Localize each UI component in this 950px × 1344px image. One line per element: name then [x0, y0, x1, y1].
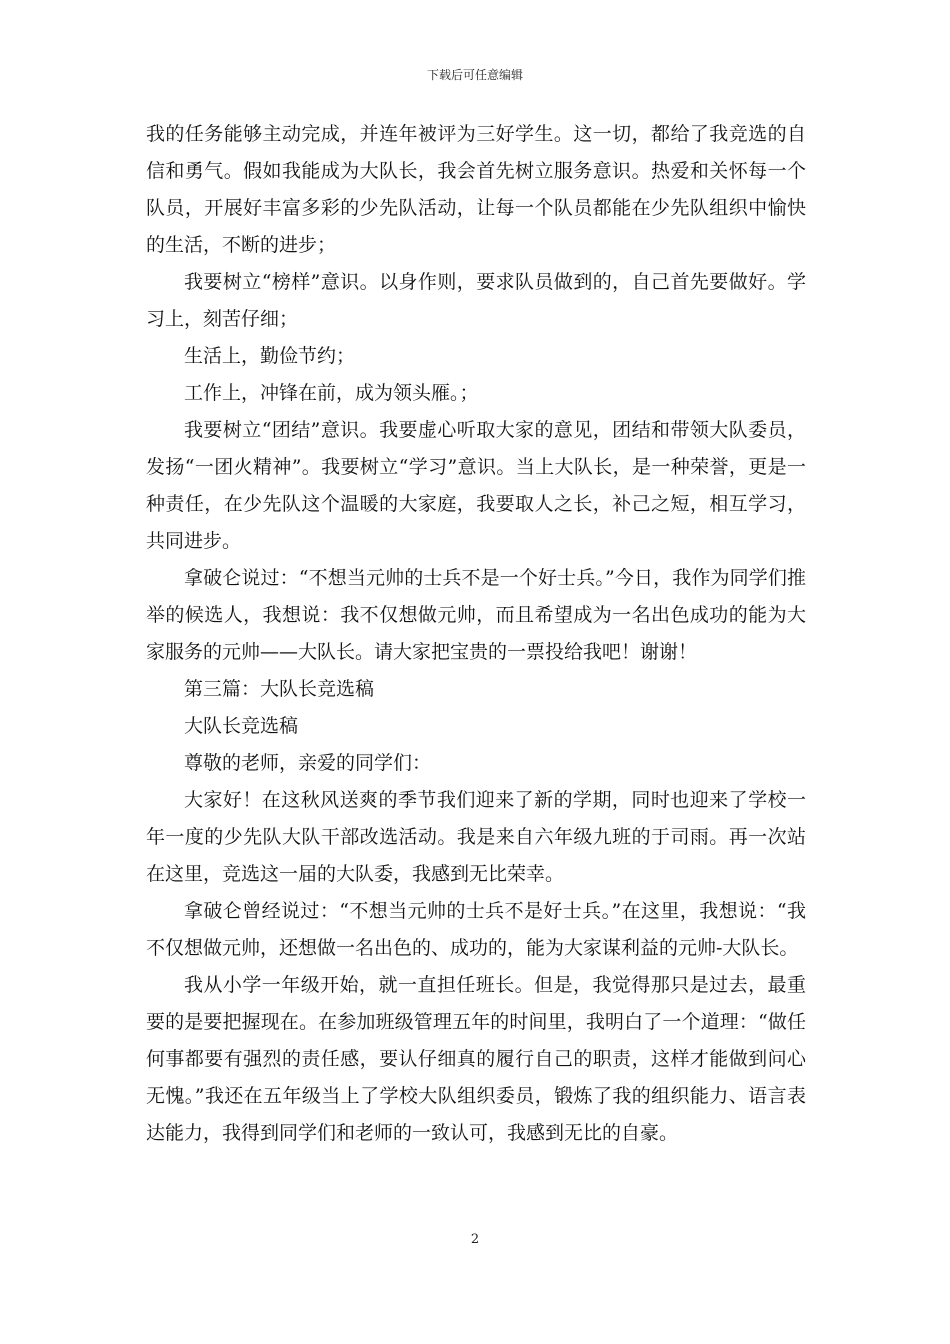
paragraph: 拿破仑说过：“不想当元帅的士兵不是一个好士兵。”今日，我作为同学们推举的候选人，我想说：我不仅想做元帅，而且希望成为一名出色成功的能为大家服务的元帅——大队长。请大家把宝贵的一票投给我吧！谢谢！ [146, 567, 806, 663]
paragraph: 生活上，勤俭节约； [184, 345, 356, 367]
paragraph: 拿破仑曾经说过：“不想当元帅的士兵不是好士兵。”在这里，我想说：“我不仅想做元帅，还想做一名出色的、成功的，能为大家谋利益的元帅-大队长。 [146, 900, 806, 959]
salutation: 尊敬的老师，亲爱的同学们： [184, 752, 432, 774]
paragraph: 工作上，冲锋在前，成为领头雁。； [184, 382, 479, 404]
page-header: 下载后可任意编辑 [426, 68, 523, 82]
paragraph: 我的任务能够主动完成，并连年被评为三好学生。这一切，都给了我竞选的自信和勇气。假如我能成为大队长，我会首先树立服务意识。热爱和关怀每一个队员，开展好丰富多彩的少先队活动，让每一个队员都能在少先队组织中愉快的生活，不断的进步； [146, 123, 806, 256]
paragraph: 我从小学一年级开始，就一直担任班长。但是，我觉得那只是过去，最重要的是要把握现在。在参加班级管理五年的时间里，我明白了一个道理：“做任何事都要有强烈的责任感，要认仔细真的履行自己的职责，这样才能做到问心无愧。”我还在五年级当上了学校大队组织委员，锻炼了我的组织能力、语言表达能力，我得到同学们和老师的一致认可，我感到无比的自豪。 [146, 974, 806, 1144]
section-title: 大队长竞选稿 [184, 715, 299, 737]
paragraph: 大家好！在这秋风送爽的季节我们迎来了新的学期，同时也迎来了学校一年一度的少先队大队干部改选活动。我是来自六年级九班的于司雨。再一次站在这里，竞选这一届的大队委，我感到无比荣幸。 [146, 789, 806, 885]
page-number: 2 [470, 1232, 480, 1247]
paragraph: 我要树立“榜样”意识。以身作则，要求队员做到的，自己首先要做好。学习上，刻苦仔细； [146, 271, 806, 330]
document-body [146, 116, 806, 1152]
section-heading: 第三篇：大队长竞选稿 [184, 678, 375, 700]
paragraph: 我要树立“团结”意识。我要虚心听取大家的意见，团结和带领大队委员，发扬“一团火精神”。我要树立“学习”意识。当上大队长，是一种荣誉，更是一种责任，在少先队这个温暖的大家庭，我要取人之长，补己之短，相互学习，共同进步。 [146, 419, 806, 552]
